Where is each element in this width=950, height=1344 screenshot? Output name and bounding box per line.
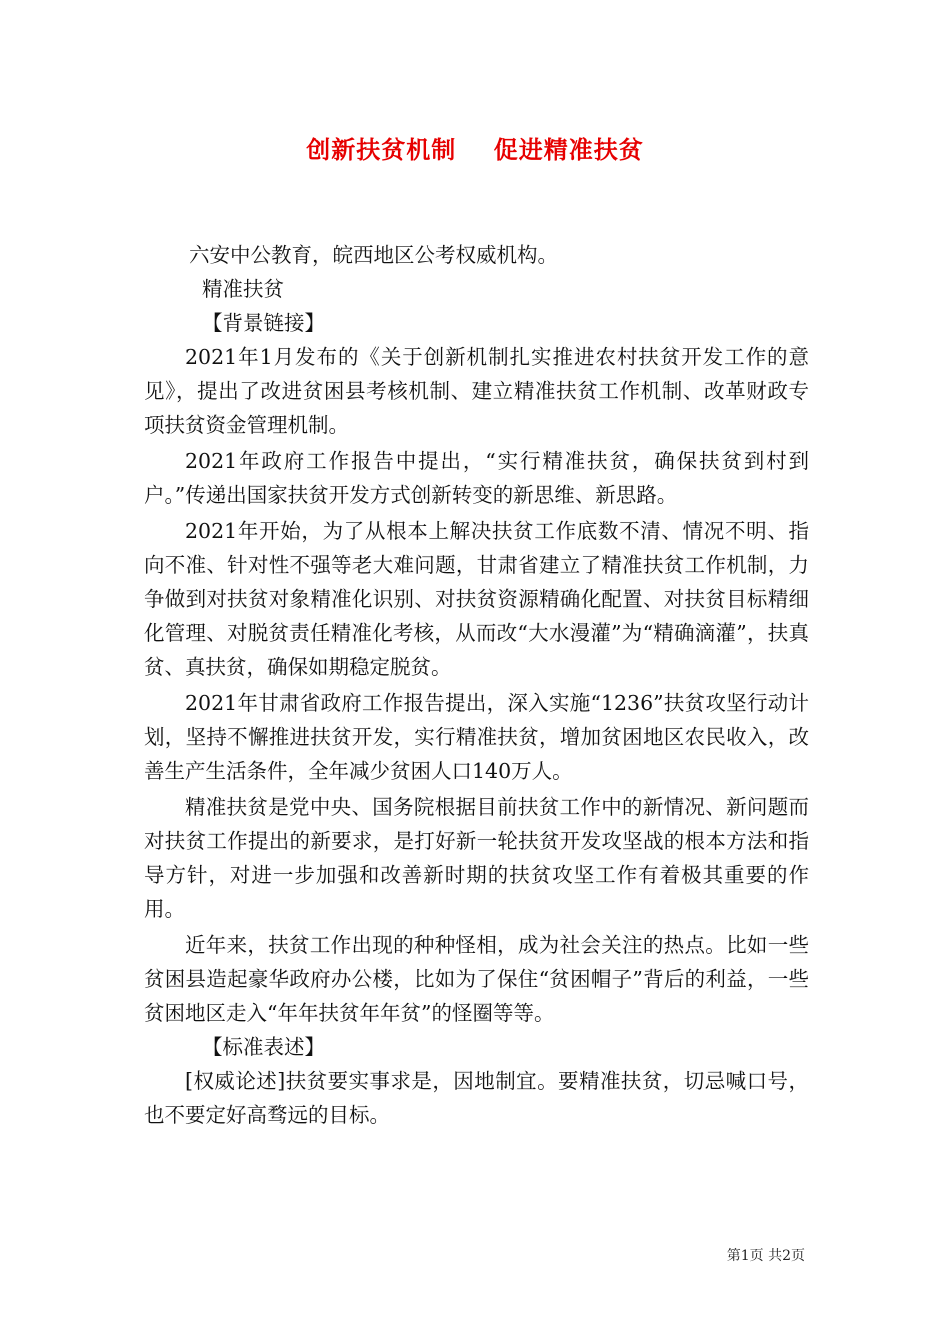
background-heading: 【背景链接】	[202, 311, 325, 335]
topic-line: 精准扶贫	[202, 277, 284, 301]
paragraph-7: [权威论述]扶贫要实事求是，因地制宜。要精准扶贫，切忌喊口号，也不要定好高骛远的目标。	[144, 1069, 809, 1127]
paragraph-1: 2021年1月发布的《关于创新机制扎实推进农村扶贫开发工作的意见》，提出了改进贫困县考核机制、建立精准扶贫工作机制、改革财政专项扶贫资金管理机制。	[144, 345, 809, 437]
document-title: 创新扶贫机制 促进精准扶贫	[306, 135, 644, 164]
page-number: 第1页 共2页	[726, 1248, 805, 1264]
paragraph-2: 2021年政府工作报告中提出，“实行精准扶贫，确保扶贫到村到户。”传递出国家扶贫开发方式创新转变的新思维、新思路。	[144, 449, 809, 507]
paragraph-5: 精准扶贫是党中央、国务院根据目前扶贫工作中的新情况、新问题而对扶贫工作提出的新要求，是打好新一轮扶贫开发攻坚战的根本方法和指导方针，对进一步加强和改善新时期的扶贫攻坚工作有着极其重要的作用。	[144, 795, 809, 921]
paragraph-6: 近年来，扶贫工作出现的种种怪相，成为社会关注的热点。比如一些贫困县造起豪华政府办公楼，比如为了保住“贫困帽子”背后的利益，一些贫困地区走入“年年扶贫年年贫”的怪圈等等。	[144, 933, 809, 1025]
intro-paragraph: 六安中公教育，皖西地区公考权威机构。	[189, 243, 558, 267]
paragraph-3: 2021年开始，为了从根本上解决扶贫工作底数不清、情况不明、指向不准、针对性不强等老大难问题，甘肃省建立了精准扶贫工作机制，力争做到对扶贫对象精准化识别、对扶贫资源精确化配置、对扶贫目标精细化管理、对脱贫责任精准化考核，从而改“大水漫灌”为“精确滴灌”，扶真贫、真扶贫，确保如期稳定脱贫。	[144, 519, 809, 679]
standard-heading: 【标准表述】	[202, 1035, 325, 1059]
document-body	[144, 238, 809, 1132]
paragraph-4: 2021年甘肃省政府工作报告提出，深入实施“1236”扶贫攻坚行动计划，坚持不懈推进扶贫开发，实行精准扶贫，增加贫困地区农民收入，改善生产生活条件，全年减少贫困人口140万人。	[144, 691, 809, 783]
